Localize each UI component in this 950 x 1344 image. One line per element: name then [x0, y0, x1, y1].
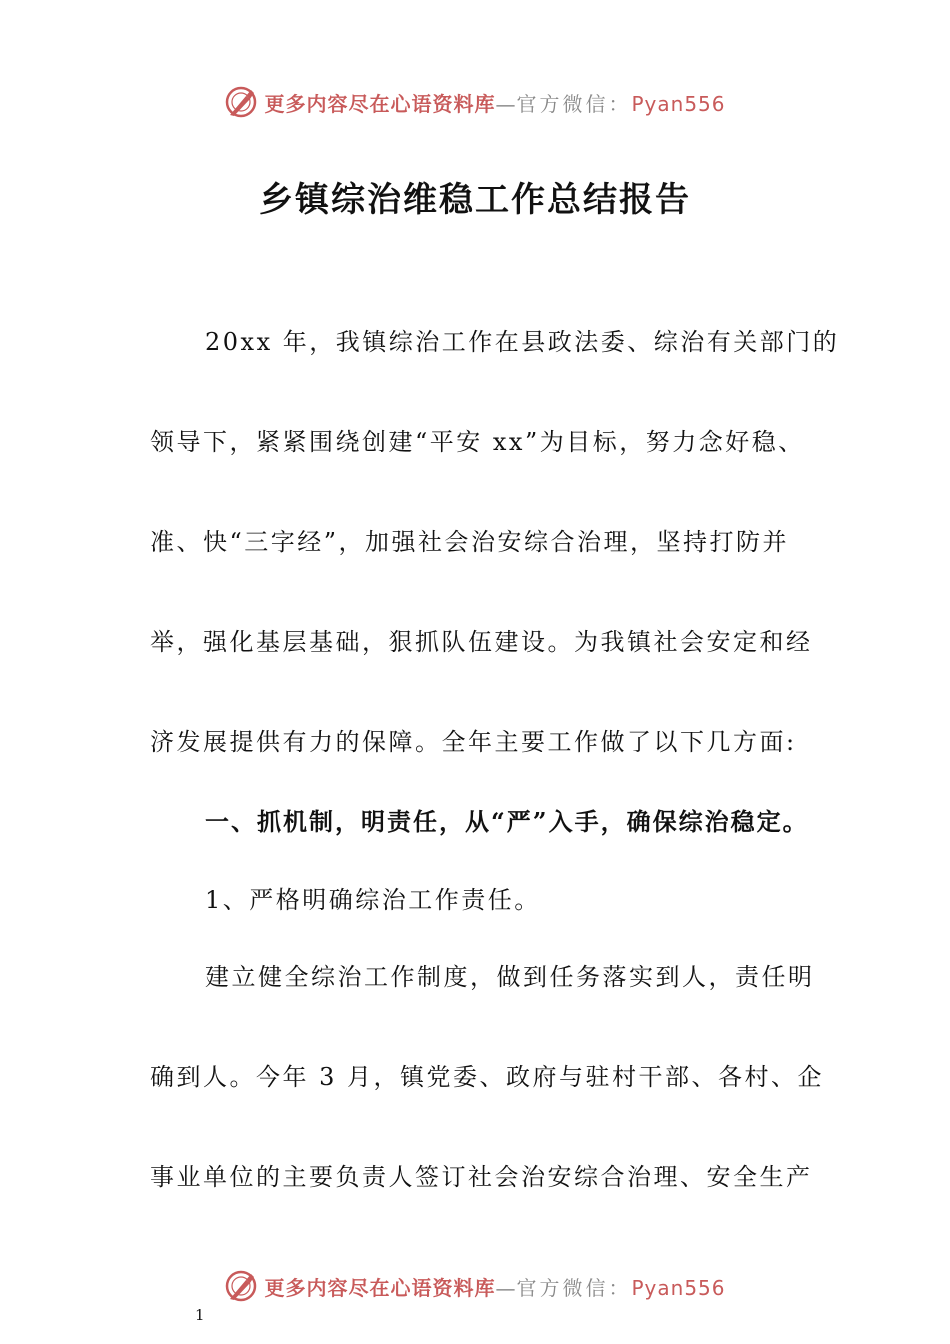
document-title: 乡镇综治维稳工作总结报告	[259, 180, 691, 220]
banner-wechat-id: Pyan556	[631, 91, 726, 116]
pen-nib-circle-icon	[224, 85, 258, 119]
pen-nib-circle-icon	[224, 1269, 258, 1303]
paragraph-line: 20xx 年，我镇综治工作在县政法委、综治有关部门的	[205, 328, 840, 356]
paragraph-line: 领导下，紧紧围绕创建“平安 xx”为目标，努力念好稳、	[150, 428, 805, 456]
footer-banner	[0, 1266, 950, 1306]
banner-prefix: 更多内容尽在心语资料库	[264, 91, 496, 116]
paragraph-line: 济发展提供有力的保障。全年主要工作做了以下几方面:	[150, 728, 797, 756]
header-banner	[0, 82, 950, 122]
paragraph-line: 事业单位的主要负责人签订社会治安综合治理、安全生产	[150, 1163, 813, 1191]
subheading: 1、严格明确综治工作责任。	[205, 886, 541, 914]
section-heading: 一、抓机制，明责任，从“严”入手，确保综治稳定。	[205, 807, 809, 836]
banner-dash: —	[495, 1275, 517, 1300]
banner-prefix: 更多内容尽在心语资料库	[264, 1275, 496, 1300]
banner-wechat-id: Pyan556	[631, 1275, 726, 1300]
paragraph-line: 确到人。今年 3 月，镇党委、政府与驻村干部、各村、企	[150, 1063, 825, 1091]
banner-dash: —	[495, 91, 517, 116]
paragraph-line: 准、快“三字经”，加强社会治安综合治理，坚持打防并	[150, 528, 790, 556]
banner-official-wechat-label: 官方微信：	[516, 91, 632, 116]
paragraph-line: 建立健全综治工作制度，做到任务落实到人，责任明	[205, 963, 815, 991]
banner-official-wechat-label: 官方微信：	[516, 1275, 632, 1300]
header-banner-text	[264, 88, 725, 117]
paragraph-line: 举，强化基层基础，狠抓队伍建设。为我镇社会安定和经	[150, 628, 813, 656]
footer-banner-text	[264, 1272, 725, 1301]
page-number: 1	[195, 1306, 205, 1324]
